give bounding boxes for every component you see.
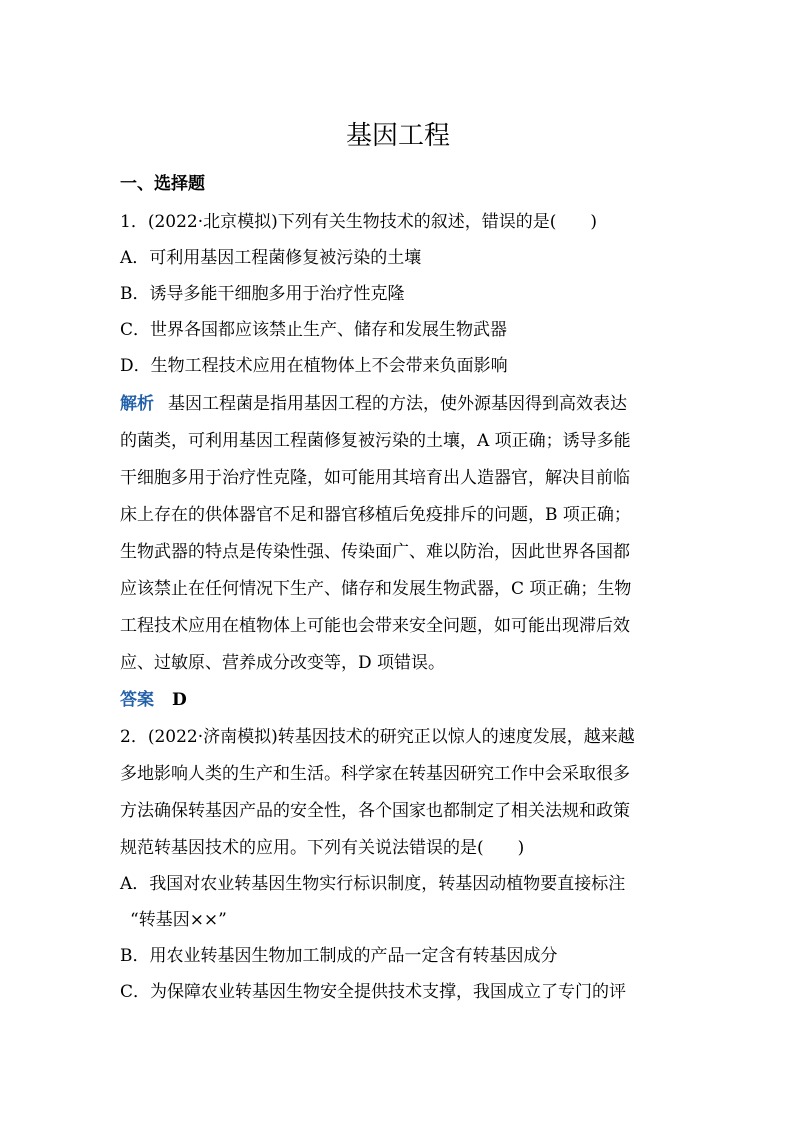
q1-analysis-line-8: 应、过敏原、营养成分改变等，D 项错误。 (120, 653, 446, 673)
answer-value: D (172, 690, 187, 710)
q2-option-c: C．为保障农业转基因生物安全提供技术支撑，我国成立了专门的评 (120, 982, 627, 1002)
q2-stem-line-2: 多地影响人类的生产和生活。科学家在转基因研究工作中会采取很多 (120, 764, 630, 784)
q1-analysis-line-4: 床上存在的供体器官不足和器官移植后免疫排斥的问题，B 项正确； (120, 505, 631, 525)
q1-analysis-line-7: 工程技术应用在植物体上可能也会带来安全问题，如可能出现滞后效 (120, 616, 630, 636)
q1-option-d: D．生物工程技术应用在植物体上不会带来负面影响 (120, 356, 508, 376)
page-title: 基因工程 (345, 121, 450, 151)
analysis-text: 基因工程菌是指用基因工程的方法，使外源基因得到高效表达 (168, 394, 627, 414)
q1-analysis-line-2: 的菌类，可利用基因工程菌修复被污染的土壤，A 项正确；诱导多能 (120, 431, 631, 451)
q1-option-a: A．可利用基因工程菌修复被污染的土壤 (120, 248, 422, 268)
q1-analysis-line-5: 生物武器的特点是传染性强、传染面广、难以防治，因此世界各国都 (120, 542, 630, 562)
section-heading: 一、选择题 (120, 174, 205, 194)
q1-answer (120, 688, 676, 712)
q2-stem-line-3: 方法确保转基因产品的安全性，各个国家也都制定了相关法规和政策 (120, 801, 630, 821)
q2-option-b: B．用农业转基因生物加工制成的产品一定含有转基因成分 (120, 946, 558, 966)
q2-stem-line-1: 2．(2022·济南模拟)转基因技术的研究正以惊人的速度发展，越来越 (120, 727, 635, 747)
analysis-label: 解析 (120, 394, 154, 414)
answer-label: 答案 (120, 690, 154, 710)
q1-analysis-line-6: 应该禁止在任何情况下生产、储存和发展生物武器，C 项正确；生物 (120, 579, 632, 599)
q1-stem: 1．(2022·北京模拟)下列有关生物技术的叙述，错误的是( ) (120, 212, 598, 232)
q2-option-a-line-2: “转基因××” (130, 910, 227, 930)
q1-analysis-line-3: 干细胞多用于治疗性克隆，如可能用其培育出人造器官，解决目前临 (120, 468, 630, 488)
q1-analysis-line-1 (120, 392, 676, 416)
q1-option-b: B．诱导多能干细胞多用于治疗性克隆 (120, 284, 405, 304)
q1-option-c: C．世界各国都应该禁止生产、储存和发展生物武器 (120, 320, 508, 340)
q2-option-a-line-1: A．我国对农业转基因生物实行标识制度，转基因动植物要直接标注 (120, 874, 626, 894)
q2-stem-line-4: 规范转基因技术的应用。下列有关说法错误的是( ) (120, 838, 525, 858)
